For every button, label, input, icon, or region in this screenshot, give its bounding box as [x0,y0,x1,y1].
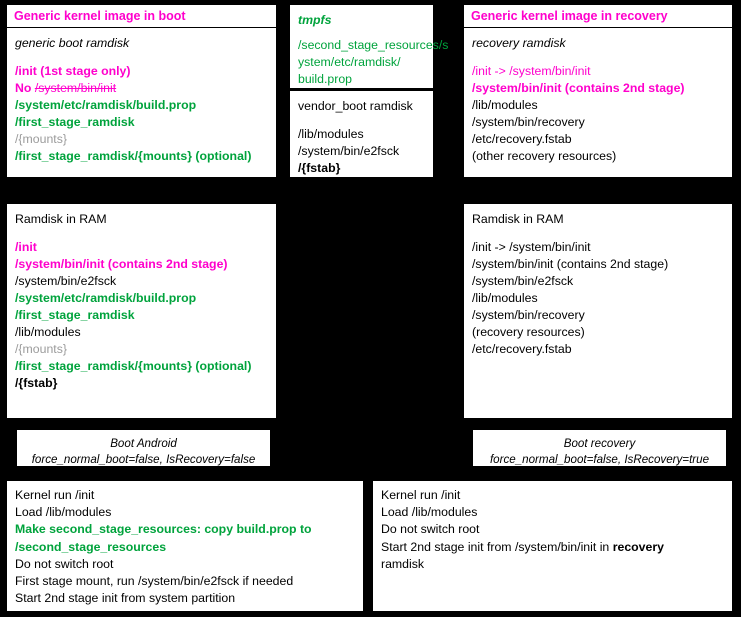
tmpfs-line-3: build.prop [298,71,353,86]
ramdisk-left-line-fstab: /{fstab} [15,375,58,390]
tmpfs-body [290,5,449,96]
boot-line-init: /init (1st stage only) [15,63,131,78]
recovery-line-modules: /lib/modules [472,97,538,112]
boot-android-note-flags: force_normal_boot=false, IsRecovery=false [31,452,256,466]
boot-recovery-note [472,429,727,467]
ramdisk-right-line-recovery-bin: /system/bin/recovery [472,307,585,322]
kernel-left-line-5: Do not switch root [15,556,114,571]
kernel-right-line-4-text: Start 2nd stage init from /system/bin/init in [381,539,613,554]
ramdisk-right-line-init-2nd: /system/bin/init (contains 2nd stage) [472,256,669,271]
vendor-boot-body [290,91,433,185]
boot-line-first-stage-ramdisk: /first_stage_ramdisk [15,114,135,129]
boot-line-first-stage-mounts: /first_stage_ramdisk/{mounts} (optional) [15,148,252,163]
kernel-left-line-3: Make second_stage_resources: copy build.prop to [15,522,312,537]
boot-line-buildprop: /system/etc/ramdisk/build.prop [15,97,197,112]
kernel-steps-boot-box [6,480,364,612]
kernel-left-line-2: Load /lib/modules [15,505,112,520]
kernel-right-line-3: Do not switch root [381,522,480,537]
ramdisk-in-ram-recovery-body [464,204,732,366]
vendor-boot-ramdisk-box [289,90,434,178]
boot-recovery-note-flags: force_normal_boot=false, IsRecovery=true [489,452,710,466]
ramdisk-right-line-modules: /lib/modules [472,290,538,305]
boot-image-header: Generic kernel image in boot [7,5,276,28]
boot-line-system-bin-init: /system/bin/init [34,80,117,95]
recovery-image-body [464,28,732,173]
vendor-boot-title: vendor_boot ramdisk [298,99,413,113]
ramdisk-left-line-init: /init [15,239,37,254]
boot-subtitle: generic boot ramdisk [15,36,130,50]
ramdisk-left-line-first-stage-mounts: /first_stage_ramdisk/{mounts} (optional) [15,358,252,373]
kernel-right-line-5: ramdisk [381,556,425,571]
kernel-right-line-4-bold: recovery [612,539,664,554]
recovery-line-recovery-bin: /system/bin/recovery [472,114,585,129]
vendor-boot-line-e2fsck: /system/bin/e2fsck [298,143,400,158]
kernel-right-line-2: Load /lib/modules [381,505,478,520]
vendor-boot-line-modules: /lib/modules [298,126,364,141]
tmpfs-line-2: ystem/etc/ramdisk/ [298,54,401,69]
ramdisk-right-title: Ramdisk in RAM [472,212,564,226]
boot-android-note [16,429,271,467]
boot-android-note-title: Boot Android [110,437,177,450]
ramdisk-left-line-mounts: /{mounts} [15,341,67,356]
kernel-left-line-1: Kernel run /init [15,488,95,502]
tmpfs-title: tmpfs [298,13,332,27]
recovery-image-header: Generic kernel image in recovery [464,5,732,28]
ramdisk-right-line-init-symlink: /init -> /system/bin/init [472,239,591,254]
vendor-boot-line-fstab: /{fstab} [298,160,341,175]
boot-image-box [6,4,277,178]
ramdisk-left-title: Ramdisk in RAM [15,212,107,226]
recovery-line-other-resources: (other recovery resources) [472,148,617,163]
ramdisk-left-line-first-stage: /first_stage_ramdisk [15,307,135,322]
ramdisk-right-line-e2fsck: /system/bin/e2fsck [472,273,574,288]
boot-line-mounts: /{mounts} [15,131,67,146]
ramdisk-left-line-init-2nd: /system/bin/init (contains 2nd stage) [15,256,228,271]
ramdisk-left-line-modules: /lib/modules [15,324,81,339]
ramdisk-left-line-buildprop: /system/etc/ramdisk/build.prop [15,290,197,305]
recovery-line-init-symlink: /init -> /system/bin/init [472,63,591,78]
recovery-image-box [463,4,733,178]
recovery-line-init-2nd-stage: /system/bin/init (contains 2nd stage) [472,80,685,95]
ramdisk-right-line-resources: (recovery resources) [472,324,585,339]
ramdisk-in-ram-boot-body [7,204,276,400]
kernel-left-line-6: First stage mount, run /system/bin/e2fsck if needed [15,574,294,589]
ramdisk-in-ram-boot-box [6,203,277,419]
kernel-right-line-4 [381,539,724,556]
ramdisk-in-ram-recovery-box [463,203,733,419]
recovery-line-fstab: /etc/recovery.fstab [472,131,572,146]
kernel-left-line-7: Start 2nd stage init from system partition [15,591,236,606]
boot-line-no-prefix: No [15,80,35,95]
tmpfs-box [289,4,449,89]
recovery-subtitle: recovery ramdisk [472,36,566,50]
kernel-left-line-4: /second_stage_resources [15,539,167,554]
boot-recovery-note-title: Boot recovery [563,437,636,450]
boot-image-body [7,28,276,173]
kernel-steps-recovery-box [372,480,733,612]
ramdisk-right-line-fstab: /etc/recovery.fstab [472,341,572,356]
kernel-right-line-1: Kernel run /init [381,488,461,502]
ramdisk-left-line-e2fsck: /system/bin/e2fsck [15,273,117,288]
tmpfs-line-1: /second_stage_resources/s [298,37,449,52]
boot-line-no-system-bin-init [15,80,268,97]
